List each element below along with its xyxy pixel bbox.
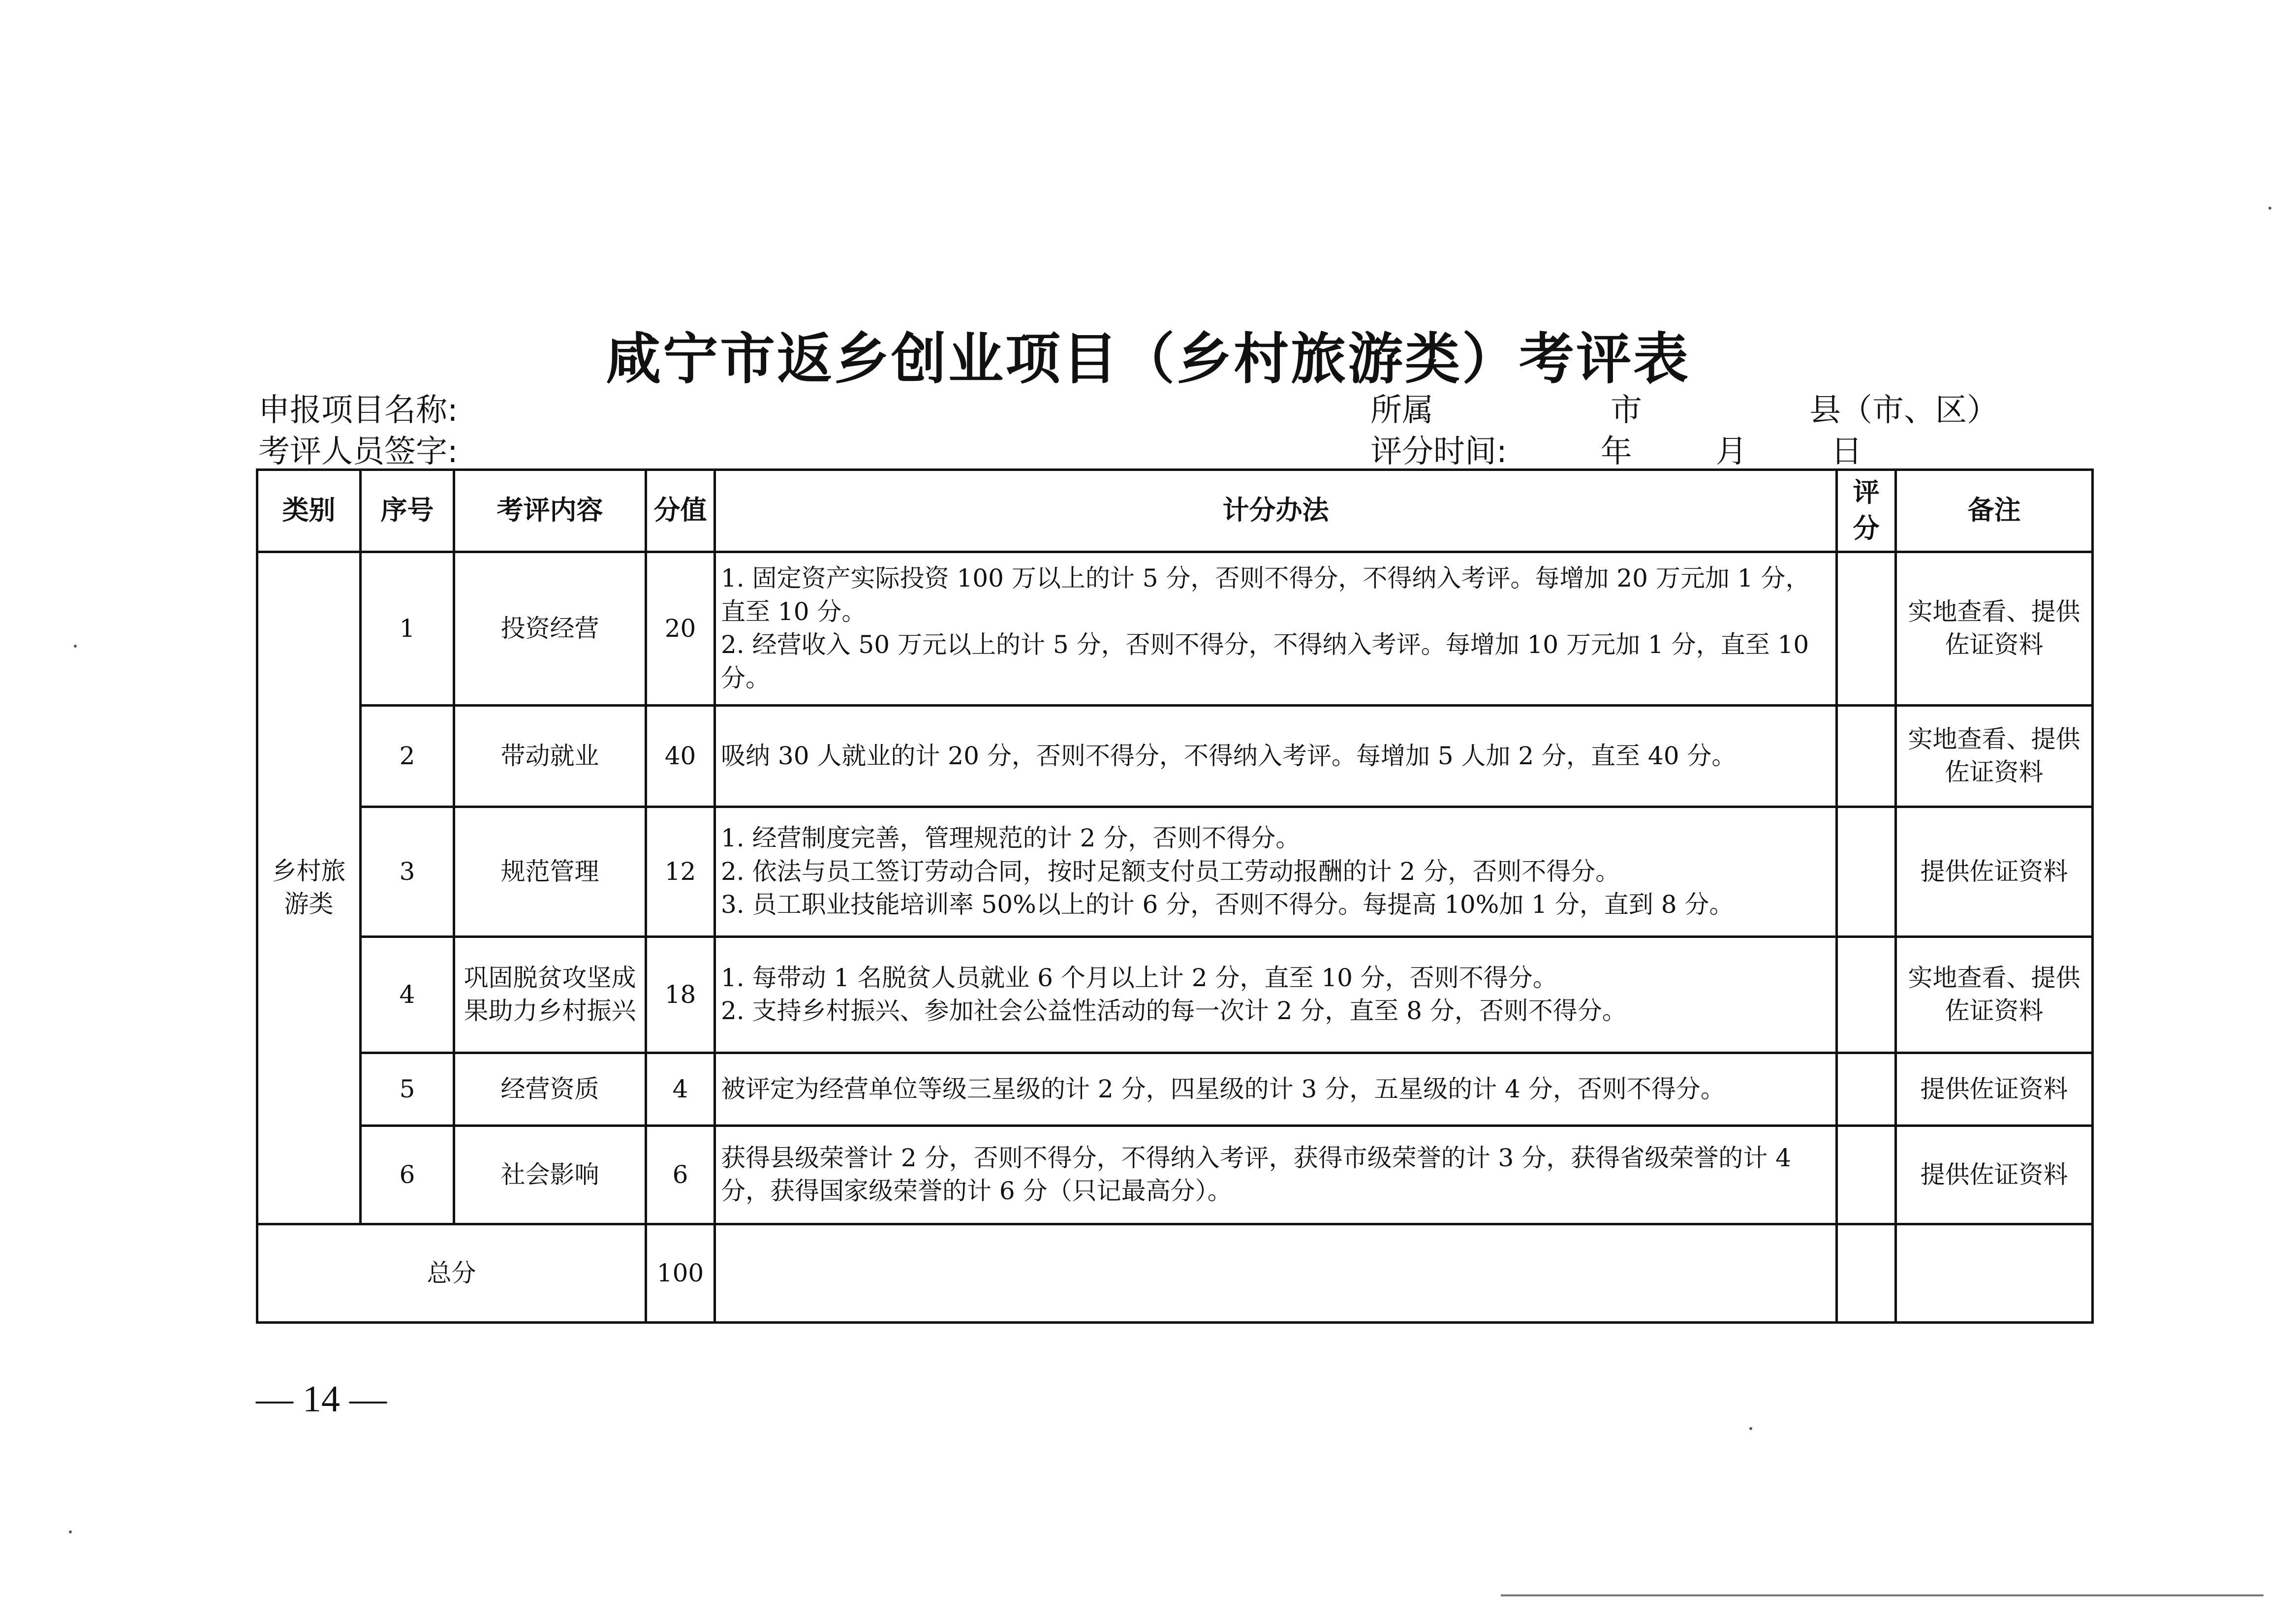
row-method (715, 807, 1837, 936)
row-score[interactable] (1837, 705, 1896, 807)
method-line: 1. 固定资产实际投资 100 万以上的计 5 分，否则不得分，不得纳入考评。每增加 20 万元加 1 分，直至 10 分。 (721, 564, 1810, 626)
city-label: 市 (1611, 392, 1642, 429)
total-method (715, 1224, 1837, 1322)
row-method (715, 1053, 1837, 1125)
evaluation-table (256, 468, 2094, 1324)
row-points: 6 (646, 1125, 715, 1224)
method-line: 获得县级荣誉计 2 分，否则不得分，不得纳入考评，获得市级荣誉的计 3 分，获得省级荣誉的计 4 分，获得国家级荣誉的计 6 分（只记最高分）。 (721, 1143, 1791, 1206)
score-time-line (1370, 426, 1862, 471)
table-header-row (257, 470, 2093, 552)
scan-speck (69, 1530, 72, 1533)
year-label: 年 (1600, 434, 1632, 470)
header-points: 分值 (646, 470, 715, 552)
header-content: 考评内容 (454, 470, 646, 552)
header-method: 计分办法 (715, 470, 1837, 552)
county-label: 县（市、区） (1809, 392, 1998, 429)
row-score[interactable] (1837, 1125, 1896, 1224)
header-score: 评分 (1837, 470, 1896, 552)
row-note: 实地查看、提供佐证资料 (1896, 936, 2093, 1053)
table-row (257, 705, 2093, 807)
method-line: 被评定为经营单位等级三星级的计 2 分，四星级的计 3 分，五星级的计 4 分，否则不得分。 (721, 1074, 1725, 1103)
score-time-label: 评分时间: (1370, 434, 1507, 470)
row-content: 社会影响 (454, 1125, 646, 1224)
row-note: 实地查看、提供佐证资料 (1896, 552, 2093, 705)
row-note: 提供佐证资料 (1896, 807, 2093, 936)
method-line: 2. 依法与员工签订劳动合同，按时足额支付员工劳动报酬的计 2 分，否则不得分。 (721, 857, 1620, 886)
header-number: 序号 (361, 470, 454, 552)
method-line: 2. 经营收入 50 万元以上的计 5 分，否则不得分，不得纳入考评。每增加 10 万元加 1 分，直至 10 分。 (721, 630, 1809, 692)
page-number: — 14 — (256, 1378, 387, 1420)
row-score[interactable] (1837, 552, 1896, 705)
row-method (715, 705, 1837, 807)
row-points: 4 (646, 1053, 715, 1125)
reviewer-signature-label: 考评人员签字: (258, 434, 458, 470)
total-label: 总分 (257, 1224, 646, 1322)
method-line: 3. 员工职业技能培训率 50%以上的计 6 分，否则不得分。每提高 10%加 1 分，直到 8 分。 (721, 890, 1734, 919)
table-row (257, 1053, 2093, 1125)
total-points: 100 (646, 1224, 715, 1322)
scan-speck (1749, 1427, 1752, 1430)
table-row (257, 936, 2093, 1053)
row-score[interactable] (1837, 1053, 1896, 1125)
row-points: 20 (646, 552, 715, 705)
row-content: 规范管理 (454, 807, 646, 936)
total-score[interactable] (1837, 1224, 1896, 1322)
category-cell: 乡村旅游类 (257, 552, 361, 1224)
method-line: 1. 每带动 1 名脱贫人员就业 6 个月以上计 2 分，直至 10 分，否则不得分。 (721, 963, 1557, 992)
header-category: 类别 (257, 470, 361, 552)
method-line: 吸纳 30 人就业的计 20 分，否则不得分，不得纳入考评。每增加 5 人加 2 分，直至 40 分。 (721, 741, 1737, 770)
total-row (257, 1224, 2093, 1322)
scan-edge-line (1501, 1594, 2264, 1596)
affiliation-label: 所属 (1370, 392, 1433, 429)
row-note: 实地查看、提供佐证资料 (1896, 705, 2093, 807)
row-score[interactable] (1837, 936, 1896, 1053)
header-note: 备注 (1896, 470, 2093, 552)
month-label: 月 (1715, 434, 1747, 470)
project-name-label: 申报项目名称: (258, 392, 458, 429)
row-content: 经营资质 (454, 1053, 646, 1125)
row-number: 3 (361, 807, 454, 936)
row-method (715, 1125, 1837, 1224)
row-number: 6 (361, 1125, 454, 1224)
table-row (257, 807, 2093, 936)
table-row (257, 552, 2093, 705)
page-title: 咸宁市返乡创业项目（乡村旅游类）考评表 (606, 327, 1690, 391)
row-method (715, 936, 1837, 1053)
row-note: 提供佐证资料 (1896, 1053, 2093, 1125)
row-points: 40 (646, 705, 715, 807)
row-number: 5 (361, 1053, 454, 1125)
method-line: 1. 经营制度完善，管理规范的计 2 分，否则不得分。 (721, 824, 1301, 853)
row-note: 提供佐证资料 (1896, 1125, 2093, 1224)
affiliation-line (1370, 385, 1998, 430)
day-label: 日 (1831, 434, 1862, 470)
row-content: 巩固脱贫攻坚成果助力乡村振兴 (454, 936, 646, 1053)
row-points: 12 (646, 807, 715, 936)
total-note (1896, 1224, 2093, 1322)
method-line: 2. 支持乡村振兴、参加社会公益性活动的每一次计 2 分，直至 8 分，否则不得分。 (721, 996, 1627, 1026)
table-row (257, 1125, 2093, 1224)
row-method (715, 552, 1837, 705)
row-content: 带动就业 (454, 705, 646, 807)
row-number: 2 (361, 705, 454, 807)
scan-speck (74, 645, 77, 648)
row-number: 1 (361, 552, 454, 705)
row-points: 18 (646, 936, 715, 1053)
row-content: 投资经营 (454, 552, 646, 705)
row-score[interactable] (1837, 807, 1896, 936)
row-number: 4 (361, 936, 454, 1053)
scan-speck (2268, 207, 2271, 210)
